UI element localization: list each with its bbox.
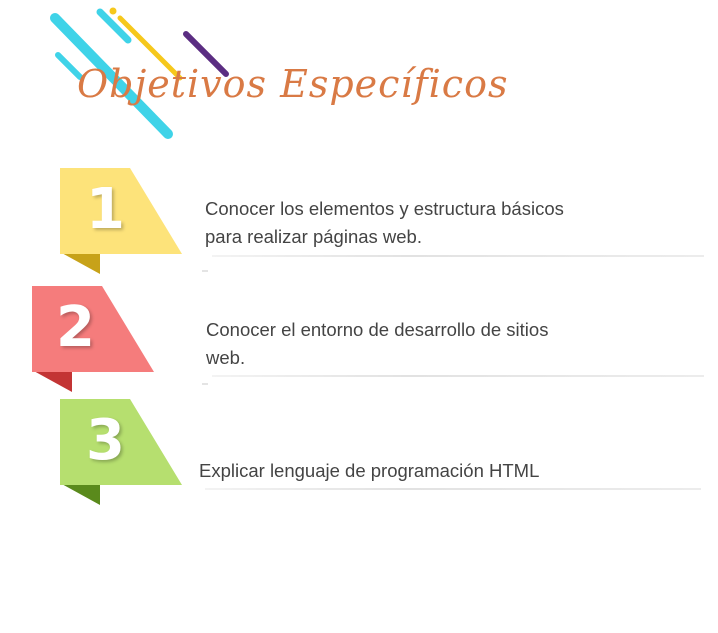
tick-2 <box>202 383 208 385</box>
objective-2-line-1: Conocer el entorno de desarrollo de sitios <box>206 319 549 340</box>
objective-text-3 <box>199 457 539 485</box>
divider-2 <box>212 375 704 377</box>
flag-fold-3 <box>60 483 100 505</box>
objective-number-3: 3 <box>86 408 125 473</box>
objective-text-2 <box>206 316 548 372</box>
objective-number-1: 1 <box>86 177 125 242</box>
objective-number-2: 2 <box>56 295 95 360</box>
tick-1 <box>202 270 208 272</box>
flag-fold-2 <box>32 370 72 392</box>
page-title: Objetivos Específicos <box>77 62 509 106</box>
number-flag-2 <box>30 284 156 394</box>
flag-fold-1 <box>60 252 100 274</box>
objective-1-line-1: Conocer los elementos y estructura básicos <box>205 198 564 219</box>
number-flag-1 <box>58 166 184 276</box>
divider-3 <box>205 488 701 490</box>
number-flag-3 <box>58 397 184 507</box>
objective-text-1 <box>205 195 564 251</box>
objective-2-line-2: web. <box>206 347 246 368</box>
objective-1-line-2: para realizar páginas web. <box>205 226 422 247</box>
yellow-dot <box>110 8 117 15</box>
cyan-stripe-small <box>100 12 128 40</box>
objective-3-line-1: Explicar lenguaje de programación HTML <box>199 460 540 481</box>
divider-1 <box>212 255 704 257</box>
